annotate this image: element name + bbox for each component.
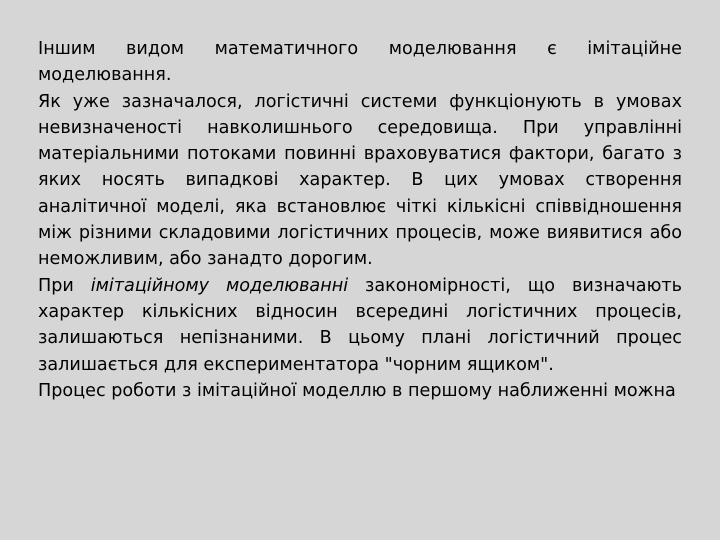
body-text bbox=[38, 36, 682, 404]
paragraph-process: Процес роботи з імітаційної моделлю в першому наближенні можна bbox=[38, 380, 676, 401]
paragraph-simulation bbox=[38, 273, 682, 378]
paragraph-simulation-lead: При bbox=[38, 275, 91, 296]
emphasis-simulation-modeling: імітаційному моделюванні bbox=[90, 275, 349, 296]
paragraph-simulation-rest: закономірності, що визначають характер кількісних відносин всередині логістичних процесів, залишаються непізнаними. В цьому плані логістичний процес залишається для експериментатора "чорним ящиком". bbox=[38, 275, 682, 375]
paragraph-intro: Іншим видом математичного моделювання є імітаційне моделювання. bbox=[38, 39, 682, 86]
paragraph-uncertainty: Як уже зазначалося, логістичні системи функціонують в умовах невизначеності навколишнього середовища. При управлінні матеріальними потоками повинні враховуватися фактори, багато з яких носять випадкові характер. В цих умовах створення аналітичної моделі, яка встановлює чіткі кількісні співвідношення між різними складовими логістичних процесів, може виявитися або неможливим, або занадто дорогим. bbox=[38, 91, 682, 270]
